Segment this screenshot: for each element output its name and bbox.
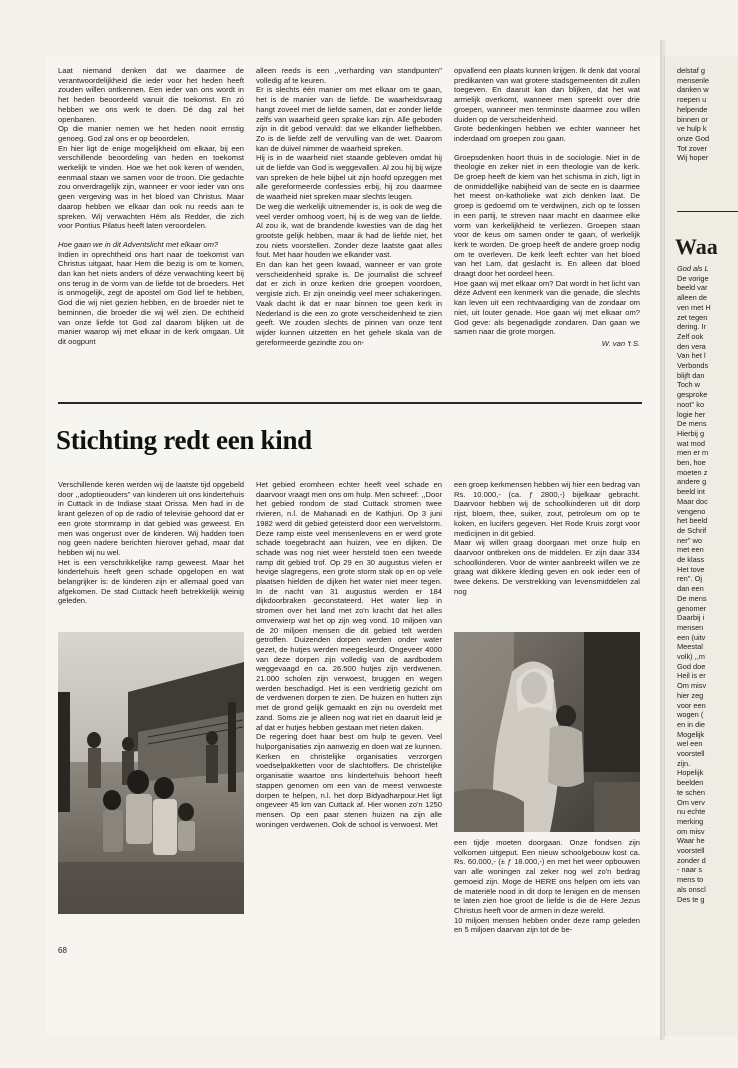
adjacent-page-line: De mens: [677, 593, 707, 603]
main-article-column-3-bottom: [454, 838, 640, 935]
adjacent-page-line: voorstell: [677, 846, 705, 855]
adjacent-page-line: Meestal: [677, 642, 703, 652]
adjacent-page-line: mens to: [677, 875, 704, 885]
photo-mother-child: [454, 632, 640, 832]
adjacent-page-line: helpende: [677, 104, 708, 114]
paragraph: Er is slechts één manier om met elkaar om te gaan, het is de manier van de liefde. De waarheidsvraag hangt zoveel met de liefde samen, dat er zonder liefde zelfs van waarheid geen sprake kan zijn. Alle geboden zijn in dit gebod vervuld: dat we elkander liefhebben. Zo is de liefde zelf de vervulling van de wet. Daarom kan de duivel nimmer de waarheid spreken.: [256, 85, 442, 153]
paragraph: een groep kerkmensen hebben wij hier een bedrag van Rs. 10.000,- (ca. ƒ 2800,-) bijelkaar gebracht. Daarvoor hebben wij de schoolkinderen uit dit dorp rijst, bloem, thee, suiker, zout, petroleum om op te koken, en lucifers gegeven. Het Rode Kruis zorgt voor medicijnen in dit gebied.: [454, 480, 640, 538]
paragraph: Op die manier nemen we het heden nooit ernstig genoeg. God zal ons er op beoordelen.: [58, 124, 244, 143]
paragraph: Maar wij willen graag doorgaan met onze hulp en daarvoor ontbreken ons de middelen. Er zijn daar 334 schoolkinderen. Voor de winter aanbreekt willen we ze graag wat dikkere kleding geven en ook ieder een of twee dekens. De verstrekking van levensmiddelen zal nog: [454, 538, 640, 596]
adjacent-page-line: volk) ,,m: [677, 652, 705, 661]
adjacent-page-line: en in die: [677, 719, 705, 729]
adjacent-page-line: ven met H: [677, 302, 711, 312]
paragraph: Hoe gaan wij met elkaar om? Dat wordt in het licht van déze Advent een kenmerk van die genade, die slechts kan leven uit een rechtvaardiging van de zondaar om niet, uit louter genade. Hoe gaan wij met elkaar om? God geve: als begenadigde zondaren. Dan gaan we samen naar die grote morgen.: [454, 278, 640, 337]
adjacent-page-line: mensenle: [677, 75, 710, 85]
adjacent-page-line: noot'' ko: [677, 399, 705, 409]
adjacent-page-line: God als L: [677, 264, 709, 273]
adjacent-page-line: Om misv: [677, 681, 707, 691]
adjacent-page-line: zet tegen: [677, 312, 708, 322]
adjacent-page-line: merking: [677, 816, 704, 826]
adjacent-page-line: dan een: [677, 584, 704, 594]
adjacent-page-line: logie her: [677, 409, 706, 419]
adjacent-page-line: Toch w: [677, 380, 701, 390]
adjacent-page-line: De mens: [677, 419, 707, 429]
adjacent-page-line: als onscl: [677, 884, 706, 894]
adjacent-page-line: onze God: [677, 133, 710, 143]
adjacent-page-line: ben, hoe: [677, 458, 706, 467]
adjacent-page-line: wogen (: [677, 710, 704, 720]
adjacent-page-line: voorstell: [677, 749, 705, 758]
adjacent-page-line: ve hulp k: [677, 124, 707, 134]
paragraph: Grote bedenkingen hebben we echter wanneer het inderdaad om groepen zou gaan.: [454, 124, 640, 143]
adjacent-page-line: genomer: [677, 603, 707, 613]
page-number: 68: [58, 946, 67, 955]
adjacent-page-line: het beeld: [677, 516, 708, 526]
adjacent-page-line: Daarbij i: [677, 613, 705, 623]
adjacent-page-line: beelden: [677, 778, 704, 788]
adjacent-page-line: Heil is er: [677, 671, 706, 681]
photo-children-village: [58, 632, 244, 914]
adjacent-page-line: de Schrif: [677, 525, 707, 535]
paragraph: En dan kan het geen kwaad, wanneer er van grote verscheidenheid sprake is. De journalist die schreef dat er zich in onze kerken drie groepen voordoen, vergiste zich. Er zijn oneindig veel meer schakeringen. Vaak dacht ik dat er naar binnen toe geen kerk in Nederland is die een zo grote verscheidenheid te zien geeft. We zouden slechts de pinnen van onze tent wijder kunnen uitzetten en het gehele skala van de gereformeerde gezindte zou on-: [256, 260, 442, 347]
adjacent-page: [664, 56, 738, 1036]
adjacent-page-line: om misv: [677, 826, 705, 836]
paragraph: opvallend een plaats kunnen krijgen. Ik denk dat vooral predikanten van wat grotere stadsgemeenten dit zullen toegeven. En daaruit kan dan blijken, dat het wat armelijk overkomt, wanneer men spreekt over drie groepen, wanneer men tenminste daarmee zou willen duiden op de verscheidenheid.: [454, 66, 640, 124]
adjacent-page-line: Des te g: [677, 894, 705, 904]
paragraph: Verschillende keren werden wij de laatste tijd opgebeld door ,,adoptieouders'' van kinderen uit ons kindertehuis in Cuttack in de Indiase staat Orissa. Men had in de krant gelezen of op de radio of televisie gehoord dat er een grote stormramp in dat gebied was geweest. En men was ongerust over de kinderen. Wij hadden toen nog geen nadere berichten hierover gehad, maar dat hebben wij nu wel.: [58, 480, 244, 557]
main-article-column-3-top: [454, 480, 640, 596]
adjacent-page-line: alleen de: [677, 293, 707, 303]
adjacent-page-line: hier zeg: [677, 690, 704, 700]
photo-children-village-image: [58, 632, 244, 914]
adjacent-page-headline: Waa: [675, 234, 718, 259]
section-question: Hoe gaan we in dit Adventslicht met elkaar om?: [58, 239, 219, 249]
adjacent-page-line: Zelf ook: [677, 331, 704, 341]
adjacent-page-line: Verbonds: [677, 361, 709, 370]
main-article-column-2: [256, 480, 442, 829]
adjacent-page-line: God doe: [677, 661, 706, 671]
adjacent-page-line: danken w: [677, 85, 709, 95]
adjacent-page-line: wel een: [677, 739, 703, 749]
adjacent-page-line: blijft dan: [677, 370, 705, 380]
adjacent-page-line: De vorige: [677, 273, 709, 283]
adjacent-page-line: binnen or: [677, 114, 708, 124]
paragraph: En hier ligt de enige mogelijkheid om elkaar, bij een verschillende beoordeling van heden en toekomst werkelijk te vinden. Hoe we het ook keren of wenden, eenmaal staan we samen voor de troon. Die gedachte zou onverdragelijk zijn, wanneer er voor ieder van ons geen vergeving was in het bloed van Christus. Maar daarop hebben we elkaar dan ook nu reeds aan te spreken. Wij verwachten Hém als Redder, die zich voor Pontius Pilatus heeft laten veroordelen.: [58, 143, 244, 231]
adjacent-page-line: Tot zover: [677, 143, 707, 153]
adjacent-page-line: Maar doc: [677, 496, 708, 506]
paragraph: 10 miljoen mensen hebben onder deze ramp geleden en 5 miljoen daarvan zijn tot de be-: [454, 915, 640, 935]
adjacent-page-line: gesproke: [677, 390, 708, 400]
paragraph: De weg die werkelijk uitnemender is, is ook de weg die veel verder omhoog voert, hij is de weg van de liefde. Al zou ik, wat de brandende kwesties van de dag het grootste gelijk hebben, maar ik had de liefde niet, het zou niets voorstellen. Zonder deze laatste gaat alles fout. Met haar houden we elkander vast.: [256, 201, 442, 260]
paragraph: Het is een verschrikkelijke ramp geweest. Maar het kindertehuis heeft geen schade opgelopen en wat belangrijker is: de kinderen zijn er allemaal goed van afgekomen. De stad Cuttack heeft betrekkelijk weinig geleden.: [58, 557, 244, 606]
adjacent-page-line: te schen: [677, 787, 705, 797]
adjacent-page-line: beeld int: [677, 487, 705, 497]
adjacent-page-line: wat mod: [677, 438, 705, 448]
adjacent-page-line: Het tove: [677, 564, 705, 574]
article-headline: Stichting redt een kind: [56, 425, 312, 455]
adjacent-page-line: Hopelijk: [677, 768, 704, 778]
adjacent-page-line: vengeno: [677, 506, 706, 516]
photo-mother-child-image: [454, 632, 640, 832]
adjacent-page-line: Om verv: [677, 797, 705, 807]
main-article-column-1: [58, 480, 244, 606]
adjacent-page-line: andere g: [677, 477, 707, 487]
paragraph: Groepsdenken hoort thuis in de sociologie. Niet in de theologie en zeker niet in een theologie van de kerk. De groep heeft de kiem van het schisma in zich, ligt in de onmiddellijke nabijheid van de secte en is daarmee het meest on-katholieke wat zich denken laat. De groep is gedoemd om te verdwijnen, zich op te lossen in een partij, te streven naar macht en daarmee elke vorm van kerkelijkheid te verliezen. Groepen staan voor de keus om samen onder te gaan, of werkelijk kerk te worden. De groep heeft de andere groep nodig om te overleven. De kerk leeft echter van het bloed van het Lam, dat geslacht is. En alleen dat bloed draagt door het oordeel heen.: [454, 152, 640, 279]
adjacent-page-line: mensen: [677, 622, 704, 632]
adjacent-page-line: voor een: [677, 700, 706, 710]
adjacent-page-line: delstaf g: [677, 66, 705, 75]
adjacent-page-line: zonder d: [677, 855, 706, 865]
adjacent-page-line: Hierbij g: [677, 428, 705, 438]
adjacent-page-line: Mogelijk: [677, 729, 705, 739]
adjacent-page-line: met een: [677, 545, 704, 555]
paragraph: Indien in oprechtheid ons hart naar de toekomst van Christus uitgaat, haar Hem die bezig is om te komen, dan kan het niets anders of déze verwachting keert bij ons terug in de vorm van de liefde tot de broeders. Het is onmogelijk, zegt de apostel om God lief te hebben, God die wij niet gezien hebben, en de broeder niet te beminnen, die broeder die wij wél zien. De echtheid van onze liefde tot God zal daarom blijken uit de manier waarop wij met elkaar in de kerk omgaan. Uit dit oogpunt: [58, 249, 244, 346]
author-signature: W. van 't S.: [601, 338, 640, 348]
top-article-column-3: [454, 66, 640, 349]
article-divider: [58, 402, 642, 404]
paragraph: een tijdje moeten doorgaan. Onze fondsen zijn volkomen uitgeput. Een nieuw schoolgebouw kost ca. Rs. 60.000,- (± ƒ 18.000,-) en met het weer opbouwen van alle woningen zal zeker nog wel zo'n bedrag gemoeid zijn. Moge de HERE ons helpen om iets van de materiële nood in dit dorp te lenigen en de mensen te laten zien hoe groot de liefde is die de Here Jezus Christus heeft voor de armen in deze wereld.: [454, 838, 640, 915]
adjacent-page-divider: [677, 211, 738, 212]
adjacent-page-line: beeld var: [677, 283, 708, 293]
adjacent-page-line: Waar he: [677, 836, 705, 846]
adjacent-page-line: Wij hoper: [677, 153, 709, 163]
adjacent-page-line: dering. Ir: [677, 322, 707, 332]
adjacent-page-line: ner'' wo: [677, 535, 703, 545]
paragraph: Hij is in de waarheid niet staande gebleven omdat hij uit de liefde van God is weggevallen. Al zou hij bij wijze van spreken de hele bijbel uit zijn hoofd opzeggen met alle gereformeerde confessies erbij, hij zou daarmee de waarheid niet spreken maar slechts leugen.: [256, 153, 442, 202]
paragraph: alleen reeds is een ,,verharding van standpunten'' volledig af te keuren.: [256, 66, 442, 85]
top-article-column-2: [256, 66, 442, 347]
paragraph: De regering doet haar best om hulp te geven. Veel hulporganisaties zijn aanwezig en doen wat ze kunnen. Kerken en christelijke organisaties verzorgen voedselpakketten voor de slachtoffers. De christelijke organisatie waartoe ons kindertehuis behoort heeft stappen genomen om een van de meest verwoeste dorpen te helpen, n.l. het dorp Bidyadharpour.Het ligt ongeveer 45 km van Cuttack af. Hier wonen zo'n 1250 mensen. Op een paar stenen huizen na zijn alle woningen verdwenen. Ook de school is verwoest. Met: [256, 732, 442, 829]
adjacent-page-line: de klass: [677, 555, 705, 564]
adjacent-page-line: ren''. Oj: [677, 574, 703, 584]
adjacent-page-line: men er m: [677, 448, 709, 458]
paragraph: Laat niemand denken dat we daarmee de verantwoordelijkheid die ieder voor het heden heeft zouden willen ontkennen. Een ieder van ons wordt in het heden beoordeeld vanuit die toekomst. En zó hebben we ons werk te doen. Dé dag zal het openbaren.: [58, 66, 244, 124]
adjacent-page-line: een (uitv: [677, 632, 706, 642]
adjacent-page-line: nu echte: [677, 807, 706, 817]
adjacent-page-line: Van het l: [677, 351, 706, 361]
adjacent-page-line: den vera: [677, 341, 706, 351]
top-article-column-1: [58, 66, 244, 347]
adjacent-page-line: zijn.: [677, 758, 691, 768]
adjacent-page-line: - naar s: [677, 865, 703, 875]
paragraph: Het gebied eromheen echter heeft veel schade en daarvoor vraagt men ons om hulp. Men schreef: ,,Door het gebied rondom de stad Cuttack stromen twee rivieren, n.l. de Mahanadi en de Kathjuri. Op 3 juni 1982 werd dit gebied geteisterd door een wervelstorm. Deze ramp eiste veel mensenlevens en er werd grote schade toegebracht aan huizen, vee en dijken. De schade was nog niet weer hersteld toen een tweede ramp dit gebied trof. Op 29 en 30 augustus vielen er hevige slagregens, een grote storm stak op en op vele plaatsen hielden de dijken het water niet meer tegen. In de nacht van 31 augustus werden er 184 dijkdoorbraken geconstateerd. Het water liep in stromen over het land met zo'n kracht dat het alles omverwierp wat het op zijn weg vond. 10 miljoen van de 20 miljoen mensen die dit gebied telt werden getroffen. Duizenden dorpen werden onder water gezet, de hutjes werden meegesleurd. Ongeveer 4000 van deze dorpen zijn volledig van de aardbodem weggevaagd en ca. 26.500 hutjes zijn verdwenen. 21.000 scholen zijn verwoest, bruggen en wegen werden beschadigd. Het is een verdrietig gezicht om de verdwenen dorpen te zien. De huizen en hutten zijn met de grond gelijk gemaakt en zijn nu overdekt met zand. Soms zie je alleen nog wat riet en daaruit leid je af dat er hutjes hebben gestaan met rieten daken.: [256, 480, 442, 732]
adjacent-page-line: moeten z: [677, 467, 708, 477]
adjacent-page-line: roepen u: [677, 95, 707, 105]
